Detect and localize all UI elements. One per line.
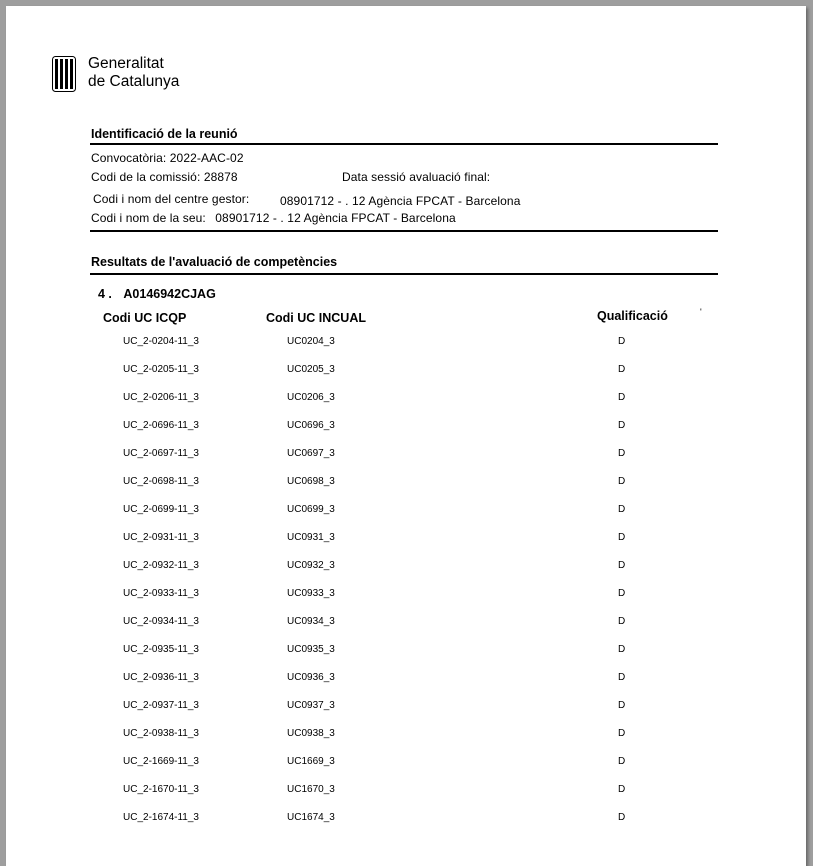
- uc-incual-code: UC0935_3: [287, 644, 335, 655]
- qualificacio-value: D: [618, 784, 626, 795]
- uc-incual-code: UC0696_3: [287, 420, 335, 431]
- table-row: [6, 420, 806, 440]
- column-header-incual: Codi UC INCUAL: [266, 311, 366, 325]
- table-row: [6, 784, 806, 804]
- uc-icqp-code: UC_2-1669-11_3: [123, 756, 199, 767]
- qualificacio-value: D: [618, 364, 626, 375]
- divider: [90, 273, 718, 275]
- uc-icqp-code: UC_2-0204-11_3: [123, 336, 199, 347]
- column-header-qualificacio: Qualificació: [597, 309, 668, 323]
- comissio-value: 28878: [203, 170, 238, 184]
- qualificacio-value: D: [618, 812, 626, 823]
- org-line-2: de Catalunya: [88, 73, 180, 90]
- qualificacio-value: D: [618, 420, 626, 431]
- qualificacio-value: D: [618, 588, 626, 599]
- uc-icqp-code: UC_2-0205-11_3: [123, 364, 199, 375]
- uc-incual-code: UC0937_3: [287, 700, 335, 711]
- table-row: [6, 392, 806, 412]
- data-sessio-label: Data sessió avaluació final:: [342, 170, 491, 184]
- qualificacio-value: D: [618, 700, 626, 711]
- qualificacio-value: D: [618, 644, 626, 655]
- candidate-id: A0146942CJAG: [123, 287, 216, 301]
- uc-icqp-code: UC_2-0937-11_3: [123, 700, 199, 711]
- uc-incual-code: UC0206_3: [287, 392, 335, 403]
- tick-mark: ': [700, 307, 702, 317]
- uc-incual-code: UC0932_3: [287, 560, 335, 571]
- uc-icqp-code: UC_2-0932-11_3: [123, 560, 199, 571]
- table-row: [6, 532, 806, 552]
- convocatoria-label: Convocatòria:: [91, 151, 167, 165]
- uc-icqp-code: UC_2-0696-11_3: [123, 420, 199, 431]
- qualificacio-value: D: [618, 532, 626, 543]
- column-header-icqp: Codi UC ICQP: [103, 311, 187, 325]
- table-row: [6, 364, 806, 384]
- uc-icqp-code: UC_2-1674-11_3: [123, 812, 199, 823]
- uc-incual-code: UC1670_3: [287, 784, 335, 795]
- uc-incual-code: UC0697_3: [287, 448, 335, 459]
- divider: [90, 143, 718, 145]
- uc-icqp-code: UC_2-1670-11_3: [123, 784, 199, 795]
- table-row: [6, 560, 806, 580]
- seu-value: 08901712 - . 12 Agència FPCAT - Barcelona: [215, 211, 456, 225]
- meeting-section-title: Identificació de la reunió: [91, 127, 238, 141]
- qualificacio-value: D: [618, 728, 626, 739]
- uc-icqp-code: UC_2-0931-11_3: [123, 532, 199, 543]
- uc-incual-code: UC0936_3: [287, 672, 335, 683]
- candidate-number: 4 .: [98, 287, 112, 301]
- table-row: [6, 588, 806, 608]
- qualificacio-value: D: [618, 560, 626, 571]
- uc-icqp-code: UC_2-0698-11_3: [123, 476, 199, 487]
- seu-label: Codi i nom de la seu:: [91, 211, 206, 225]
- uc-icqp-code: UC_2-0938-11_3: [123, 728, 199, 739]
- uc-incual-code: UC0931_3: [287, 532, 335, 543]
- table-row: [6, 672, 806, 692]
- uc-icqp-code: UC_2-0935-11_3: [123, 644, 199, 655]
- uc-incual-code: UC1674_3: [287, 812, 335, 823]
- uc-icqp-code: UC_2-0936-11_3: [123, 672, 199, 683]
- qualificacio-value: D: [618, 616, 626, 627]
- comissio-label: Codi de la comissió:: [91, 170, 201, 184]
- qualificacio-value: D: [618, 448, 626, 459]
- table-row: [6, 644, 806, 664]
- uc-incual-code: UC0205_3: [287, 364, 335, 375]
- uc-incual-code: UC0699_3: [287, 504, 335, 515]
- uc-incual-code: UC0698_3: [287, 476, 335, 487]
- convocatoria-value: 2022-AAC-02: [169, 151, 244, 165]
- uc-icqp-code: UC_2-0934-11_3: [123, 616, 199, 627]
- document-page: [6, 6, 806, 866]
- qualificacio-value: D: [618, 476, 626, 487]
- uc-icqp-code: UC_2-0697-11_3: [123, 448, 199, 459]
- table-row: [6, 448, 806, 468]
- table-row: [6, 728, 806, 748]
- results-section-title: Resultats de l'avaluació de competències: [91, 255, 338, 269]
- qualificacio-value: D: [618, 672, 626, 683]
- table-row: [6, 336, 806, 356]
- uc-incual-code: UC1669_3: [287, 756, 335, 767]
- senyera-shield-icon: [52, 56, 76, 92]
- centre-value: 08901712 - . 12 Agència FPCAT - Barcelona: [280, 194, 521, 208]
- org-line-1: Generalitat: [88, 55, 164, 72]
- table-row: [6, 504, 806, 524]
- seu-line: [91, 211, 456, 225]
- uc-icqp-code: UC_2-0933-11_3: [123, 588, 199, 599]
- uc-incual-code: UC0204_3: [287, 336, 335, 347]
- qualificacio-value: D: [618, 504, 626, 515]
- qualificacio-value: D: [618, 336, 626, 347]
- uc-incual-code: UC0933_3: [287, 588, 335, 599]
- centre-label: Codi i nom del centre gestor:: [93, 192, 250, 206]
- table-row: [6, 700, 806, 720]
- convocatoria-line: [91, 151, 244, 165]
- uc-icqp-code: UC_2-0699-11_3: [123, 504, 199, 515]
- qualificacio-value: D: [618, 756, 626, 767]
- table-row: [6, 616, 806, 636]
- organization-name: [88, 55, 179, 91]
- candidate-heading: [98, 287, 216, 301]
- comissio-line: [91, 170, 238, 184]
- table-row: [6, 476, 806, 496]
- uc-icqp-code: UC_2-0206-11_3: [123, 392, 199, 403]
- centre-line: [93, 192, 249, 206]
- uc-incual-code: UC0934_3: [287, 616, 335, 627]
- uc-incual-code: UC0938_3: [287, 728, 335, 739]
- qualificacio-value: D: [618, 392, 626, 403]
- table-row: [6, 756, 806, 776]
- divider: [90, 230, 718, 232]
- table-row: [6, 812, 806, 832]
